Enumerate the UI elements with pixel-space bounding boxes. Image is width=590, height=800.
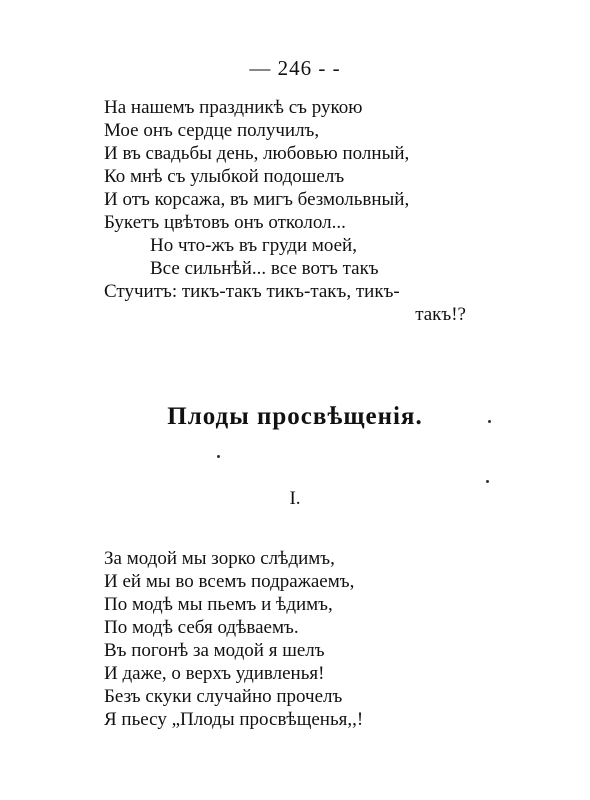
section-number: I. [289, 488, 301, 509]
page-number: — 246 - - [249, 56, 341, 80]
poem-line-continuation: такъ!? [415, 304, 466, 325]
poem-line: Я пьесу „Плоды просвѣщенья,,! [104, 709, 364, 730]
poem-line: И даже, о верхъ удивленья! [104, 663, 325, 684]
poem-line: Стучитъ: тикъ-такъ тикъ-такъ, тикъ- [104, 281, 400, 302]
poem-line: Мое онъ сердце получилъ, [104, 120, 320, 141]
poem-line-indented: Все сильнѣй... все вотъ такъ [150, 258, 379, 279]
poem-line: И въ свадьбы день, любовью полный, [104, 143, 410, 164]
print-speck [486, 480, 489, 483]
poem-line: Въ погонѣ за модой я шелъ [104, 640, 325, 661]
poem-line: Букетъ цвѣтовъ онъ отколол... [104, 212, 346, 233]
poem-line: По модѣ себя одѣваемъ. [104, 617, 299, 638]
poem-line: На нашемъ праздникѣ съ рукою [104, 97, 363, 118]
print-speck [217, 455, 220, 458]
poem-line: Безъ скуки случайно прочелъ [104, 686, 343, 707]
poem-line-indented: Но что-жъ въ груди моей, [150, 235, 357, 256]
print-speck [488, 420, 491, 423]
poem-line: И отъ корсажа, въ мигъ безмольвный, [104, 189, 410, 210]
poem-stanza-two [104, 547, 524, 731]
poem-line: И ей мы во всемъ подражаемъ, [104, 571, 355, 592]
poem-line: По модѣ мы пьемъ и ѣдимъ, [104, 594, 333, 615]
poem-line: Ко мнѣ съ улыбкой подошелъ [104, 166, 345, 187]
poem-line: За модой мы зорко слѣдимъ, [104, 548, 335, 569]
section-title: Плоды просвѣщенія. [167, 403, 423, 430]
poem-stanza-one [104, 96, 524, 326]
